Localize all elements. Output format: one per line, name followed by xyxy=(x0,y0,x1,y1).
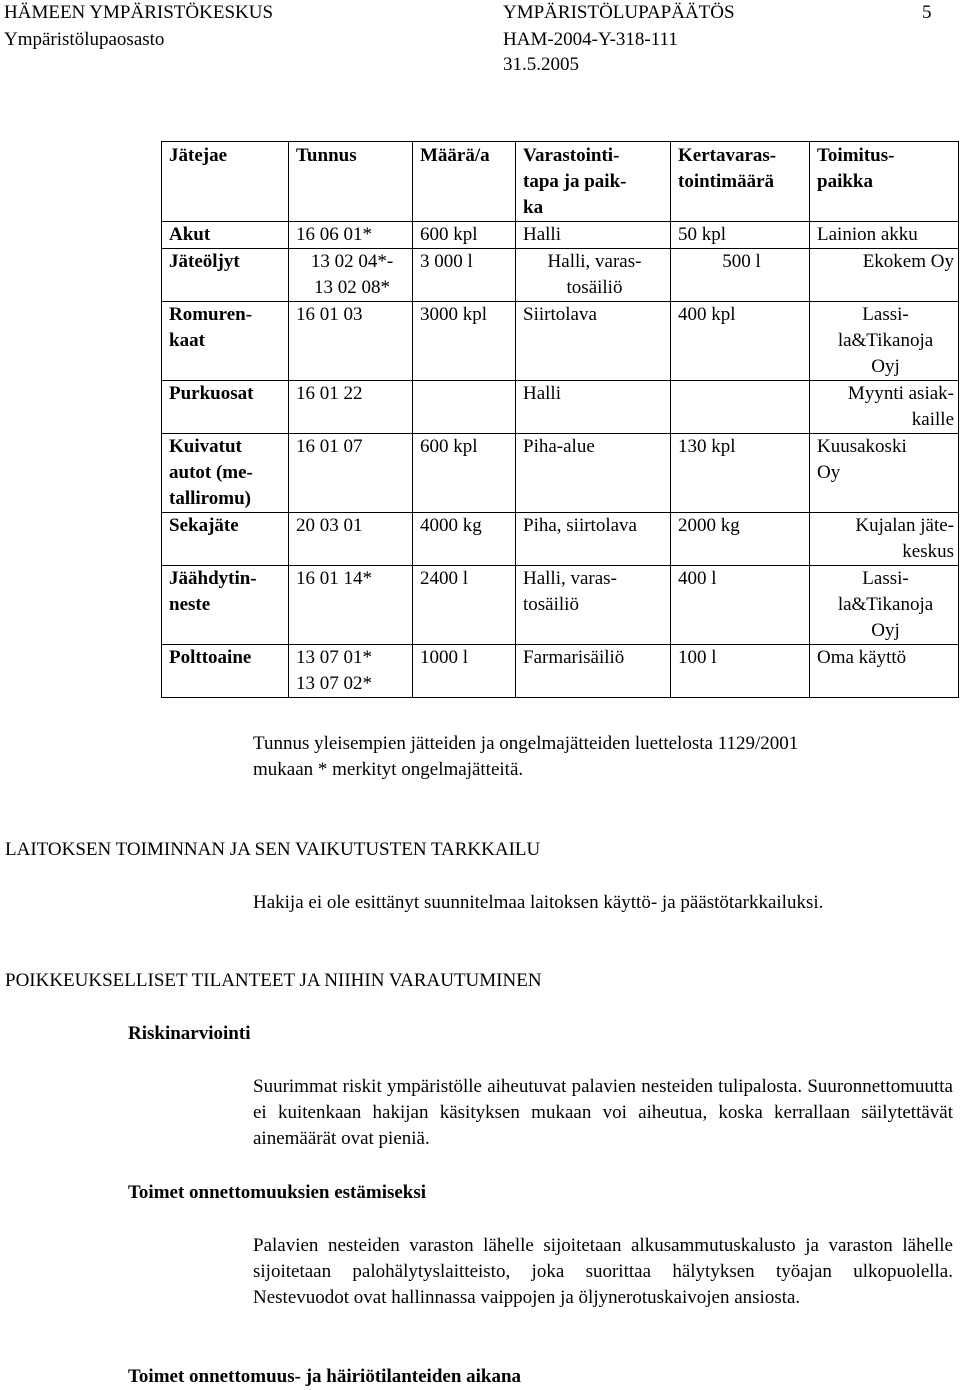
table-cell: 400 kpl xyxy=(671,302,810,381)
table-row xyxy=(162,566,959,645)
table-cell: 2400 l xyxy=(413,566,516,645)
table-cell: 3000 kpl xyxy=(413,302,516,381)
table-note: Tunnus yleisempien jätteiden ja ongelmajätteiden luettelosta 1129/2001 mukaan * merkityt ongelmajätteitä. xyxy=(253,733,799,780)
table-cell: Lassi- la&Tikanoja Oyj xyxy=(810,566,959,645)
table-cell: 400 l xyxy=(671,566,810,645)
table-cell: Sekajäte xyxy=(162,513,289,566)
table-cell: Kuivatut autot (me- talliromu) xyxy=(162,434,289,513)
table-cell: 100 l xyxy=(671,645,810,698)
table-cell: Jäteöljyt xyxy=(162,249,289,302)
table-cell: Piha, siirtolava xyxy=(516,513,671,566)
table-cell: Myynti asiak- kaille xyxy=(810,381,959,434)
column-header-code: Tunnus xyxy=(289,142,413,222)
table-cell: Ekokem Oy xyxy=(810,249,959,302)
table-cell: Halli xyxy=(516,222,671,249)
subheading-prevention: Toimet onnettomuuksien estämiseksi xyxy=(128,1182,427,1203)
page-header xyxy=(0,0,960,80)
table-cell: Polttoaine xyxy=(162,645,289,698)
table-row xyxy=(162,302,959,381)
table-cell: Kujalan jäte- keskus xyxy=(810,513,959,566)
table-cell: Romuren- kaat xyxy=(162,302,289,381)
table-cell: Halli, varas- tosäiliö xyxy=(516,566,671,645)
risk-assessment-text: Suurimmat riskit ympäristölle aiheutuvat palavien nesteiden tulipalosta. Suuronnettomuutta ei kuitenkaan hakijan käsityksen mukaan voi aiheutua, koska kerrallaan säilytettävät ainemäärät ovat pieniä. xyxy=(253,1076,953,1149)
subheading-risk-assessment: Riskinarviointi xyxy=(128,1023,251,1044)
table-cell: Oma käyttö xyxy=(810,645,959,698)
table-cell: Jäähdytin- neste xyxy=(162,566,289,645)
table-row xyxy=(162,249,959,302)
column-header-delivery: Toimitus- paikka xyxy=(810,142,959,222)
table-row xyxy=(162,434,959,513)
table-row xyxy=(162,645,959,698)
waste-table xyxy=(161,141,959,698)
document-type: YMPÄRISTÖLUPAPÄÄTÖS xyxy=(503,2,735,23)
table-cell: 2000 kg xyxy=(671,513,810,566)
column-header-waste-type: Jätejae xyxy=(162,142,289,222)
table-cell: 130 kpl xyxy=(671,434,810,513)
document-date: 31.5.2005 xyxy=(503,54,579,75)
subheading-during-incidents: Toimet onnettomuus- ja häiriötilanteiden aikana xyxy=(128,1366,522,1387)
table-cell: 16 01 07 xyxy=(289,434,413,513)
table-cell: Halli xyxy=(516,381,671,434)
page-number: 5 xyxy=(922,2,932,23)
table-cell: 500 l xyxy=(671,249,810,302)
document-number: HAM-2004-Y-318-111 xyxy=(503,29,678,50)
table-cell: 16 06 01* xyxy=(289,222,413,249)
table-cell: 13 07 01* 13 07 02* xyxy=(289,645,413,698)
section-heading-exceptional: POIKKEUKSELLISET TILANTEET JA NIIHIN VARAUTUMINEN xyxy=(5,970,542,991)
table-cell: 16 01 22 xyxy=(289,381,413,434)
table-header-row xyxy=(162,142,959,222)
department-name: Ympäristölupaosasto xyxy=(4,29,165,50)
table-cell: 600 kpl xyxy=(413,434,516,513)
table-cell: 50 kpl xyxy=(671,222,810,249)
table-cell: Purkuosat xyxy=(162,381,289,434)
table-cell: Lassi- la&Tikanoja Oyj xyxy=(810,302,959,381)
table-cell: Kuusakoski Oy xyxy=(810,434,959,513)
table-cell xyxy=(413,381,516,434)
table-cell: Siirtolava xyxy=(516,302,671,381)
table-cell: Akut xyxy=(162,222,289,249)
table-cell: Halli, varas- tosäiliö xyxy=(516,249,671,302)
organization-name: HÄMEEN YMPÄRISTÖKESKUS xyxy=(4,2,274,23)
table-cell: Piha-alue xyxy=(516,434,671,513)
table-row xyxy=(162,513,959,566)
table-cell: 20 03 01 xyxy=(289,513,413,566)
table-cell: 16 01 03 xyxy=(289,302,413,381)
prevention-text: Palavien nesteiden varaston lähelle sijoitetaan alkusammutuskalusto ja varaston lähelle sijoitetaan palohälytyslaitteisto, joka suorittaa hälytyksen työajan ulkopuolella. Nestevuodot ovat hallinnassa vaippojen ja öljynerotuskaivojen ansiosta. xyxy=(253,1235,953,1308)
column-header-storage: Varastointi- tapa ja paik- ka xyxy=(516,142,671,222)
table-cell: 600 kpl xyxy=(413,222,516,249)
column-header-storage-amount: Kertavaras- tointimäärä xyxy=(671,142,810,222)
table-cell: 3 000 l xyxy=(413,249,516,302)
table-cell: Lainion akku xyxy=(810,222,959,249)
table-cell: 16 01 14* xyxy=(289,566,413,645)
table-cell: 4000 kg xyxy=(413,513,516,566)
table-cell: 1000 l xyxy=(413,645,516,698)
table-cell xyxy=(671,381,810,434)
table-cell: Farmarisäiliö xyxy=(516,645,671,698)
monitoring-text: Hakija ei ole esittänyt suunnitelmaa laitoksen käyttö- ja päästötarkkailuksi. xyxy=(253,892,824,913)
table-cell: 13 02 04*- 13 02 08* xyxy=(289,249,413,302)
table-row xyxy=(162,381,959,434)
column-header-quantity: Määrä/a xyxy=(413,142,516,222)
table-row xyxy=(162,222,959,249)
section-heading-monitoring: LAITOKSEN TOIMINNAN JA SEN VAIKUTUSTEN TARKKAILU xyxy=(5,839,541,860)
